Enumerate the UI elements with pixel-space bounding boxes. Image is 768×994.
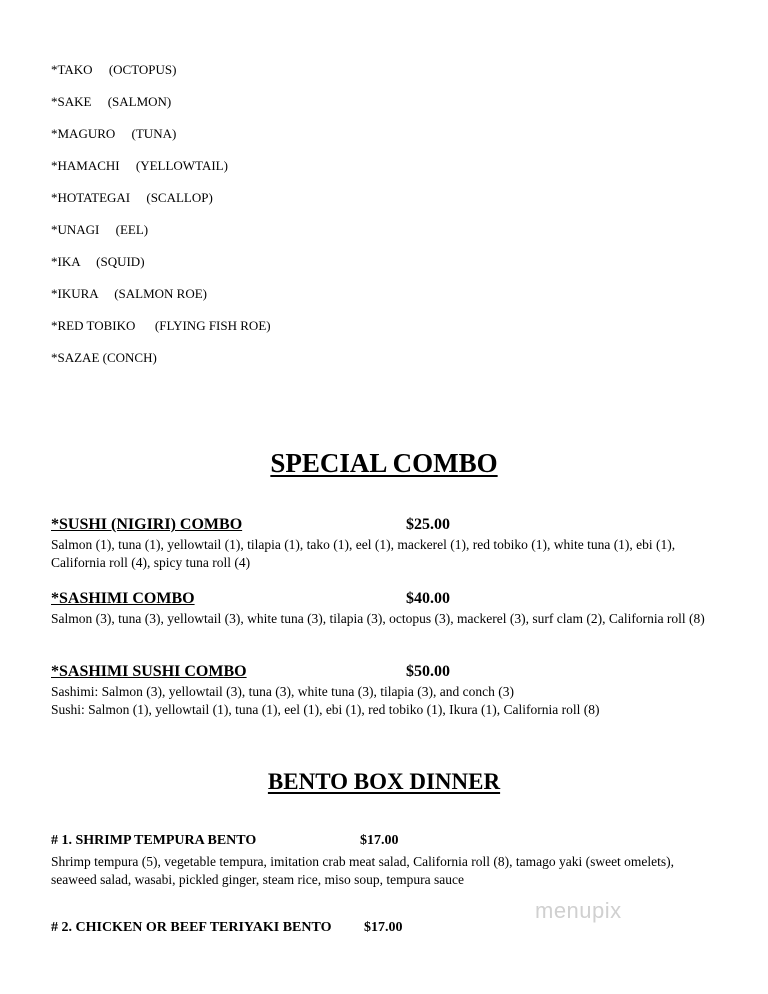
combo-sushi-nigiri <box>51 516 721 572</box>
combo-price: $50.00 <box>406 663 450 680</box>
nigiri-item: *HOTATEGAI (SCALLOP) <box>51 190 213 205</box>
combo-name: *SASHIMI SUSHI COMBO <box>51 663 247 680</box>
bento-box-heading: BENTO BOX DINNER <box>267 769 501 794</box>
bento-name: # 1. SHRIMP TEMPURA BENTO <box>51 833 257 848</box>
nigiri-item: *IKA (SQUID) <box>51 254 145 269</box>
combo-name: *SUSHI (NIGIRI) COMBO <box>51 516 243 533</box>
nigiri-item: *SAKE (SALMON) <box>51 94 172 109</box>
special-combo-heading: SPECIAL COMBO <box>270 448 498 478</box>
combo-description-sashimi: Sashimi: Salmon (3), yellowtail (3), tuna (3), white tuna (3), tilapia (3), and conch (3) <box>51 684 515 699</box>
combo-description: Salmon (1), tuna (1), yellowtail (1), tilapia (1), tako (1), eel (1), mackerel (1), red tobiko (1), white tuna (1), ebi (1), California roll (4), spicy tuna roll (4) <box>51 537 676 570</box>
combo-sashimi-sushi <box>51 663 721 719</box>
bento-name: # 2. CHICKEN OR BEEF TERIYAKI BENTO <box>51 920 332 935</box>
nigiri-item: *TAKO (OCTOPUS) <box>51 62 177 77</box>
nigiri-item: *UNAGI (EEL) <box>51 222 149 237</box>
combo-price: $25.00 <box>406 516 450 533</box>
nigiri-item: *HAMACHI (YELLOWTAIL) <box>51 158 228 173</box>
combo-price: $40.00 <box>406 590 450 607</box>
nigiri-item: *RED TOBIKO (FLYING FISH ROE) <box>51 318 271 333</box>
bento-price: $17.00 <box>360 833 399 848</box>
nigiri-list <box>51 61 271 381</box>
nigiri-item: *MAGURO (TUNA) <box>51 126 177 141</box>
nigiri-item: *IKURA (SALMON ROE) <box>51 286 207 301</box>
combo-description-sushi: Sushi: Salmon (1), yellowtail (1), tuna (1), eel (1), ebi (1), red tobiko (1), Ikura (1), California roll (8) <box>51 702 600 717</box>
bento-price: $17.00 <box>364 920 403 935</box>
combo-sashimi <box>51 590 721 628</box>
menupix-watermark: menupix <box>535 898 622 923</box>
combo-description: Salmon (3), tuna (3), yellowtail (3), white tuna (3), tilapia (3), octopus (3), mackerel (3), surf clam (2), California roll (8) <box>51 611 705 626</box>
bento-shrimp-tempura <box>51 833 721 889</box>
combo-name: *SASHIMI COMBO <box>51 590 195 607</box>
bento-description: Shrimp tempura (5), vegetable tempura, imitation crab meat salad, California roll (8), tamago yaki (sweet omelets), seaweed salad, wasabi, pickled ginger, steam rice, miso soup, tempura sauce <box>51 854 675 887</box>
nigiri-item: *SAZAE (CONCH) <box>51 350 157 365</box>
